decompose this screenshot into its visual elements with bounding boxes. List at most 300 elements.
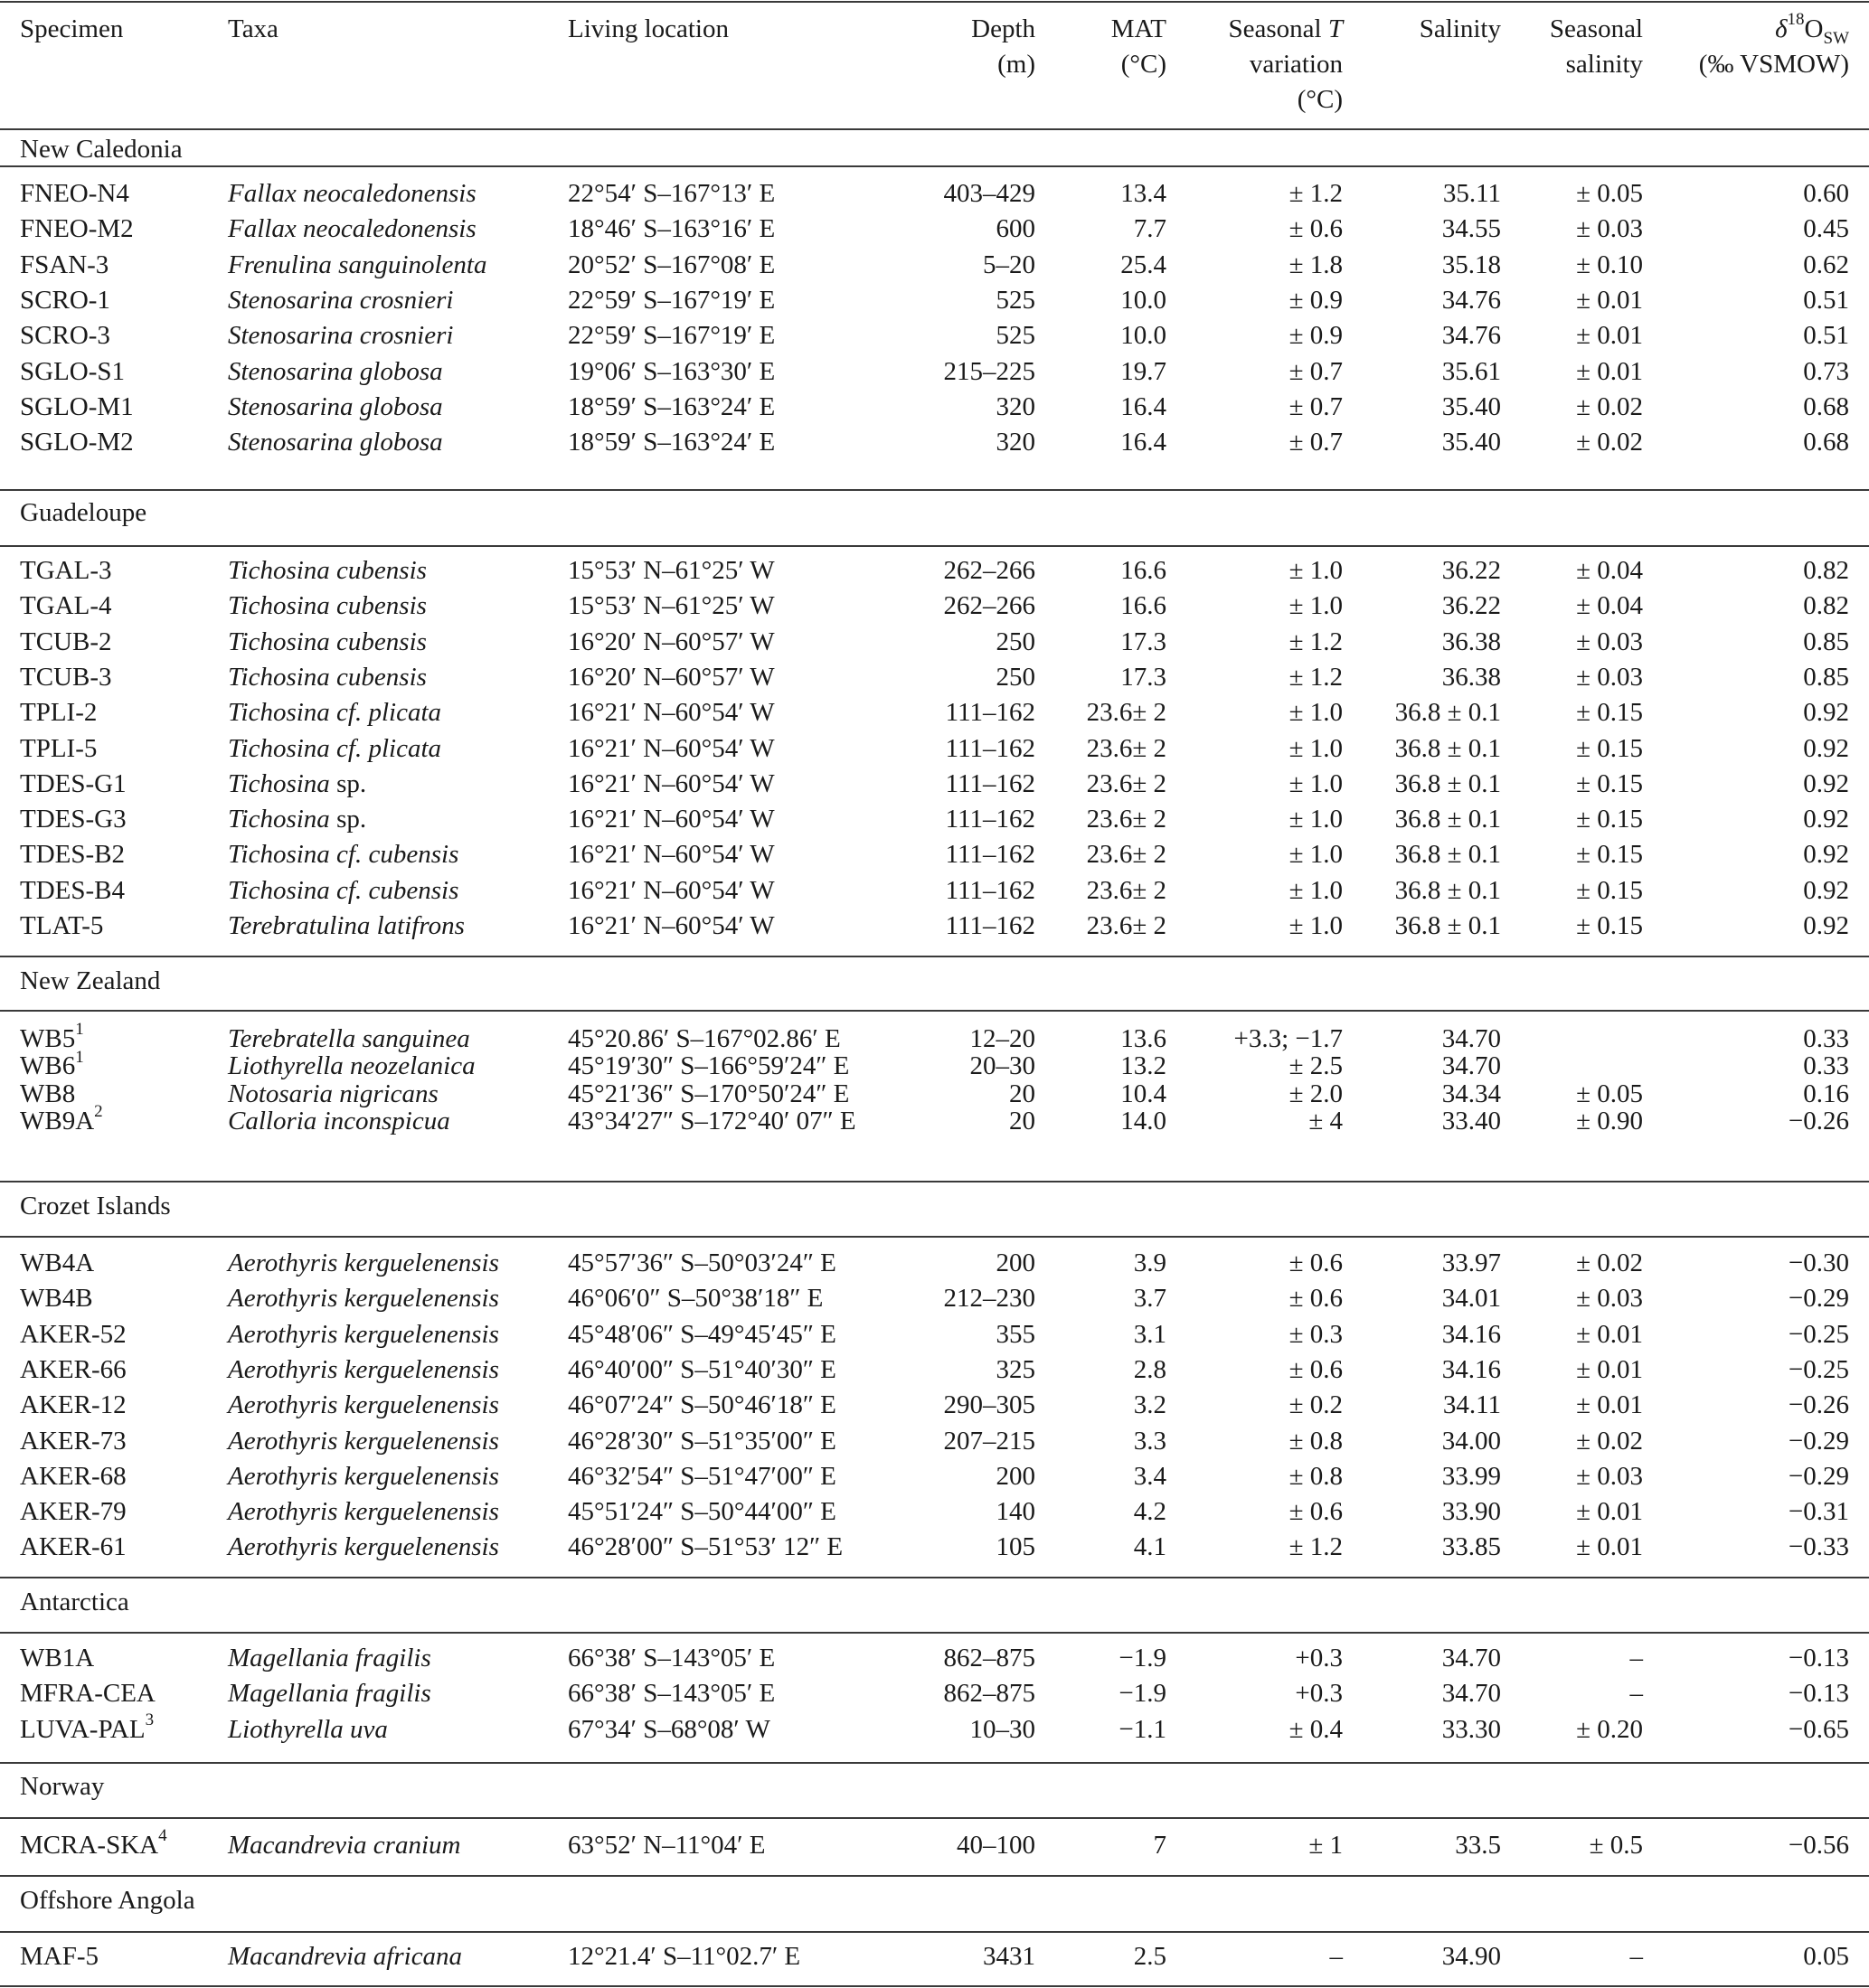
header-taxa: Taxa (228, 14, 278, 43)
d18o-cell: 0.33 (1803, 1051, 1849, 1081)
specimen-id: TCUB-2 (20, 627, 112, 656)
specimen-id: WB5 (20, 1024, 76, 1053)
location-cell: 22°59′ S–167°19′ E (568, 321, 776, 351)
header-seasonal-salinity (1550, 12, 1643, 82)
specimen-cell (20, 318, 110, 353)
depth-cell: 215–225 (943, 356, 1035, 386)
specimen-cell (20, 1459, 127, 1494)
salinity-cell: 36.8 ± 0.1 (1394, 875, 1501, 905)
section-rule (0, 1817, 1869, 1819)
section-rule (0, 1236, 1869, 1238)
salinity-cell: 36.8 ± 0.1 (1394, 768, 1501, 798)
seasonal-salinity-cell: ± 0.01 (1576, 1532, 1643, 1562)
location-cell: 43°34′27″ S–172°40′ 07″ E (568, 1106, 856, 1135)
taxa-name: Tichosina cf. plicata (228, 733, 442, 763)
section-label: Norway (20, 1772, 105, 1801)
seasonal-t-cell: +3.3; −1.7 (1233, 1024, 1343, 1053)
mat-cell: 13.2 (1120, 1051, 1166, 1081)
d18o-cell: 0.33 (1803, 1024, 1849, 1053)
section-rule (0, 1010, 1869, 1012)
header-seasonal-t-line2: variation (1249, 50, 1343, 79)
d18o-cell: −0.29 (1788, 1426, 1849, 1456)
seasonal-t-cell: ± 0.6 (1288, 1248, 1343, 1277)
salinity-cell: 33.40 (1441, 1106, 1501, 1135)
taxa-cell (228, 1246, 499, 1281)
depth-cell: 200 (996, 1248, 1035, 1277)
table-row (0, 731, 1869, 767)
d18o-cell: 0.92 (1803, 698, 1849, 728)
table-row (0, 802, 1869, 837)
specimen-id: SGLO-S1 (20, 356, 126, 386)
specimen-id: SGLO-M1 (20, 391, 134, 421)
mat-cell: 4.2 (1133, 1497, 1166, 1527)
location-cell: 46°28′30″ S–51°35′00″ E (568, 1426, 836, 1456)
salinity-cell: 34.16 (1441, 1354, 1501, 1384)
seasonal-t-cell: ± 1.2 (1288, 627, 1343, 656)
salinity-cell: 33.5 (1455, 1831, 1501, 1860)
mat-cell: 13.6 (1120, 1024, 1166, 1053)
specimen-id: SCRO-3 (20, 321, 110, 351)
mat-cell: 10.4 (1120, 1079, 1166, 1108)
taxa-cell (228, 1828, 460, 1863)
salinity-cell: 33.97 (1441, 1248, 1501, 1277)
depth-cell: 111–162 (945, 698, 1035, 728)
taxa-cell (228, 248, 487, 283)
taxa-cell (228, 176, 477, 212)
table-row (0, 176, 1869, 212)
salinity-cell: 33.30 (1441, 1714, 1501, 1744)
table-row (0, 1281, 1869, 1316)
table-row (0, 354, 1869, 390)
specimen-cell (20, 802, 127, 837)
specimen-id: AKER-68 (20, 1461, 127, 1491)
salinity-cell: 35.18 (1441, 250, 1501, 279)
mat-cell: 3.4 (1133, 1461, 1166, 1491)
location-cell: 18°59′ S–163°24′ E (568, 428, 776, 457)
section-end-rule (0, 1985, 1869, 1987)
salinity-cell: 34.70 (1441, 1679, 1501, 1709)
specimen-cell (20, 873, 125, 909)
location-cell: 20°52′ S–167°08′ E (568, 250, 776, 279)
mat-cell: 19.7 (1120, 356, 1166, 386)
taxa-name: Stenosarina globosa (228, 356, 443, 386)
salinity-cell: 33.90 (1441, 1497, 1501, 1527)
specimen-id: TPLI-2 (20, 698, 98, 728)
salinity-cell: 36.8 ± 0.1 (1394, 733, 1501, 763)
specimen-id: FNEO-N4 (20, 179, 129, 208)
taxa-name: Aerothyris kerguelenensis (228, 1461, 499, 1491)
table-row (0, 660, 1869, 695)
depth-cell: 5–20 (983, 250, 1035, 279)
depth-cell: 111–162 (945, 875, 1035, 905)
mat-cell: 3.7 (1133, 1284, 1166, 1314)
seasonal-salinity-cell: – (1629, 1679, 1643, 1709)
table-row (0, 1459, 1869, 1494)
d18o-cell: −0.33 (1788, 1532, 1849, 1562)
specimen-cell (20, 1388, 127, 1423)
depth-cell: 862–875 (943, 1644, 1035, 1672)
seasonal-salinity-cell: ± 0.01 (1576, 321, 1643, 351)
taxa-name: Stenosarina globosa (228, 391, 443, 421)
specimen-id: WB8 (20, 1079, 76, 1108)
specimen-cell (20, 248, 109, 283)
section-rule (0, 1632, 1869, 1634)
taxa-cell (228, 318, 453, 353)
seasonal-t-cell: ± 0.7 (1288, 391, 1343, 421)
seasonal-t-cell: ± 1.0 (1288, 698, 1343, 728)
header-specimen: Specimen (20, 14, 124, 43)
location-cell: 66°38′ S–143°05′ E (568, 1679, 776, 1709)
mat-cell: 16.6 (1120, 591, 1166, 621)
taxa-cell (228, 625, 427, 660)
specimen-cell (20, 1104, 103, 1139)
taxa-cell (228, 390, 443, 425)
specimen-cell (20, 660, 112, 695)
location-cell: 46°32′54″ S–51°47′00″ E (568, 1461, 836, 1491)
seasonal-salinity-cell: ± 0.01 (1576, 1319, 1643, 1349)
d18o-cell: −0.13 (1788, 1679, 1849, 1709)
header-rule (0, 128, 1869, 130)
depth-cell: 525 (996, 285, 1035, 315)
section-label: Offshore Angola (20, 1886, 195, 1915)
d18o-cell: −0.29 (1788, 1461, 1849, 1491)
mat-cell: 23.6± 2 (1086, 805, 1166, 834)
taxa-name: Terebratella sanguinea (228, 1024, 470, 1053)
header-seasonal-t (1229, 12, 1343, 118)
header-mat (1111, 12, 1166, 82)
depth-cell: 20 (1009, 1079, 1035, 1108)
mat-cell: −1.1 (1119, 1714, 1166, 1744)
mat-cell: 17.3 (1120, 662, 1166, 692)
taxa-name: Stenosarina crosnieri (228, 321, 454, 351)
mat-cell: 23.6± 2 (1086, 733, 1166, 763)
depth-cell: 250 (996, 627, 1035, 656)
specimen-id: AKER-52 (20, 1319, 127, 1349)
taxa-cell (228, 873, 458, 909)
seasonal-t-cell: ± 2.5 (1288, 1051, 1343, 1081)
seasonal-salinity-cell: ± 0.03 (1576, 627, 1643, 656)
table-row (0, 425, 1869, 460)
location-cell: 16°21′ N–60°54′ W (568, 875, 775, 905)
taxa-cell (228, 1494, 499, 1530)
seasonal-salinity-cell: ± 0.01 (1576, 1354, 1643, 1384)
salinity-cell: 34.70 (1441, 1644, 1501, 1672)
table-row (0, 1676, 1869, 1711)
header-d18o-base: O (1804, 14, 1824, 43)
location-cell: 18°46′ S–163°16′ E (568, 214, 776, 244)
salinity-cell: 34.00 (1441, 1426, 1501, 1456)
taxa-cell (228, 767, 366, 802)
specimen-id: AKER-61 (20, 1532, 127, 1562)
salinity-cell: 36.8 ± 0.1 (1394, 805, 1501, 834)
specimen-id: LUVA-PAL (20, 1714, 146, 1744)
mat-cell: 2.5 (1133, 1942, 1166, 1971)
d18o-cell: 0.92 (1803, 875, 1849, 905)
d18o-cell: 0.85 (1803, 627, 1849, 656)
taxa-name: Calloria inconspicua (228, 1106, 450, 1135)
taxa-cell (228, 1388, 499, 1423)
seasonal-t-cell: ± 1.0 (1288, 733, 1343, 763)
header-depth-line1: Depth (971, 14, 1035, 43)
salinity-cell: 34.11 (1442, 1390, 1501, 1420)
salinity-cell: 34.34 (1441, 1079, 1501, 1108)
salinity-cell: 34.76 (1441, 321, 1501, 351)
taxa-name: Notosaria nigricans (228, 1079, 439, 1108)
seasonal-t-cell: ± 0.6 (1288, 1497, 1343, 1527)
d18o-cell: 0.92 (1803, 805, 1849, 834)
specimen-id: WB6 (20, 1051, 76, 1081)
mat-cell: 10.0 (1120, 321, 1166, 351)
section-label: Antarctica (20, 1588, 129, 1616)
specimen-cell (20, 553, 111, 589)
seasonal-salinity-cell: ± 0.03 (1576, 662, 1643, 692)
depth-cell: 40–100 (957, 1831, 1035, 1860)
depth-cell: 212–230 (943, 1284, 1035, 1314)
seasonal-salinity-cell: ± 0.01 (1576, 285, 1643, 315)
table-row (0, 1352, 1869, 1388)
seasonal-t-cell: ± 0.6 (1288, 1354, 1343, 1384)
section-rule (0, 545, 1869, 547)
d18o-cell: 0.51 (1803, 321, 1849, 351)
d18o-cell: 0.82 (1803, 556, 1849, 585)
d18o-cell: 0.05 (1803, 1942, 1849, 1971)
section-end-rule (0, 1577, 1869, 1578)
location-cell: 63°52′ N–11°04′ E (568, 1831, 766, 1860)
taxa-cell (228, 425, 443, 460)
taxa-cell (228, 802, 366, 837)
depth-cell: 3431 (983, 1942, 1035, 1971)
table-row (0, 1712, 1869, 1748)
location-cell: 15°53′ N–61°25′ W (568, 556, 775, 585)
location-cell: 16°20′ N–60°57′ W (568, 662, 775, 692)
taxa-suffix: sp. (329, 768, 367, 798)
section-end-rule (0, 956, 1869, 957)
header-mat-line2: (°C) (1120, 50, 1166, 79)
specimen-cell (20, 695, 97, 730)
location-cell: 19°06′ S–163°30′ E (568, 356, 776, 386)
depth-cell: 111–162 (945, 733, 1035, 763)
taxa-cell (228, 1676, 431, 1711)
location-cell: 46°07′24″ S–50°46′18″ E (568, 1390, 836, 1420)
taxa-name: Stenosarina globosa (228, 428, 443, 457)
table-row (0, 837, 1869, 872)
taxa-name: Aerothyris kerguelenensis (228, 1319, 499, 1349)
seasonal-salinity-cell: ± 0.03 (1576, 214, 1643, 244)
seasonal-salinity-cell: ± 0.01 (1576, 356, 1643, 386)
salinity-cell: 35.40 (1441, 391, 1501, 421)
specimen-id: AKER-73 (20, 1426, 127, 1456)
d18o-cell: 0.60 (1803, 179, 1849, 208)
depth-cell: 111–162 (945, 805, 1035, 834)
specimen-id: MCRA-SKA (20, 1831, 159, 1860)
specimen-id: SCRO-1 (20, 285, 110, 315)
table-row (0, 909, 1869, 944)
depth-cell: 200 (996, 1461, 1035, 1491)
specimen-id: AKER-66 (20, 1354, 127, 1384)
taxa-cell (228, 1104, 450, 1139)
d18o-cell: −0.56 (1788, 1831, 1849, 1860)
section-end-rule (0, 1875, 1869, 1877)
table-row (0, 318, 1869, 353)
seasonal-t-cell: ± 1 (1308, 1831, 1343, 1860)
taxa-name: Tichosina cubensis (228, 627, 427, 656)
mat-cell: 3.2 (1133, 1390, 1166, 1420)
depth-cell: 320 (996, 391, 1035, 421)
specimen-cell (20, 425, 134, 460)
taxa-name: Aerothyris kerguelenensis (228, 1354, 499, 1384)
seasonal-salinity-cell: ± 0.01 (1576, 1497, 1643, 1527)
specimen-cell (20, 731, 97, 767)
taxa-cell (228, 909, 465, 944)
header-d18o-sup: 18 (1787, 10, 1805, 30)
taxa-name: Liothyrella neozelanica (228, 1051, 476, 1081)
table-row (0, 1246, 1869, 1281)
seasonal-salinity-cell: ± 0.02 (1576, 428, 1643, 457)
d18o-cell: 0.45 (1803, 214, 1849, 244)
seasonal-salinity-cell: ± 0.05 (1576, 179, 1643, 208)
location-cell: 67°34′ S–68°08′ W (568, 1714, 770, 1744)
location-cell: 16°21′ N–60°54′ W (568, 911, 775, 940)
table-row (0, 1424, 1869, 1459)
depth-cell: 111–162 (945, 911, 1035, 940)
seasonal-t-cell: ± 1.0 (1288, 805, 1343, 834)
specimen-id: MFRA-CEA (20, 1679, 156, 1709)
table-row (0, 767, 1869, 802)
specimen-cell (20, 354, 125, 390)
seasonal-t-cell: ± 0.2 (1288, 1390, 1343, 1420)
taxa-name: Tichosina (228, 805, 330, 834)
d18o-cell: −0.31 (1788, 1497, 1849, 1527)
d18o-cell: −0.26 (1788, 1390, 1849, 1420)
salinity-cell: 34.90 (1441, 1942, 1501, 1971)
mat-cell: 14.0 (1120, 1106, 1166, 1135)
location-cell: 46°28′00″ S–51°53′ 12″ E (568, 1532, 844, 1562)
table-row (0, 873, 1869, 909)
table-row (0, 1939, 1869, 1974)
header-depth (971, 12, 1035, 82)
depth-cell: 862–875 (943, 1679, 1035, 1709)
salinity-cell: 33.85 (1441, 1532, 1501, 1562)
seasonal-t-cell: ± 1.2 (1288, 1532, 1343, 1562)
d18o-cell: 0.85 (1803, 662, 1849, 692)
seasonal-salinity-cell: ± 0.15 (1576, 698, 1643, 728)
d18o-cell: 0.16 (1803, 1079, 1849, 1108)
specimen-id: WB4A (20, 1248, 95, 1277)
specimen-cell (20, 283, 110, 318)
specimen-id: TGAL-4 (20, 591, 112, 621)
table-row (0, 553, 1869, 589)
seasonal-t-cell: ± 0.3 (1288, 1319, 1343, 1349)
salinity-cell: 36.8 ± 0.1 (1394, 911, 1501, 940)
specimen-id: SGLO-M2 (20, 428, 134, 457)
location-cell: 46°40′00″ S–51°40′30″ E (568, 1354, 836, 1384)
depth-cell: 140 (996, 1497, 1035, 1527)
seasonal-salinity-cell: ± 0.15 (1576, 875, 1643, 905)
section-rule (0, 1931, 1869, 1933)
seasonal-salinity-cell: ± 0.15 (1576, 768, 1643, 798)
specimen-cell (20, 212, 134, 247)
taxa-name: Tichosina cubensis (228, 662, 427, 692)
taxa-cell (228, 1530, 499, 1565)
specimen-cell (20, 1246, 94, 1281)
location-cell: 22°59′ S–167°19′ E (568, 285, 776, 315)
seasonal-t-cell: ± 1.2 (1288, 179, 1343, 208)
specimen-cell (20, 1352, 127, 1388)
header-mat-line1: MAT (1110, 14, 1166, 43)
seasonal-salinity-cell: ± 0.10 (1576, 250, 1643, 279)
table-row (0, 1641, 1869, 1676)
d18o-cell: 0.73 (1803, 356, 1849, 386)
top-rule (0, 1, 1869, 3)
salinity-cell: 34.76 (1441, 285, 1501, 315)
specimen-cell (20, 1939, 99, 1974)
specimen-cell (20, 1712, 154, 1748)
section-end-rule (0, 1181, 1869, 1182)
location-cell: 46°06′0″ S–50°38′18″ E (568, 1284, 824, 1314)
d18o-cell: 0.82 (1803, 591, 1849, 621)
specimen-id: AKER-12 (20, 1390, 127, 1420)
d18o-cell: 0.68 (1803, 428, 1849, 457)
taxa-cell (228, 553, 427, 589)
taxa-name: Tichosina (228, 768, 330, 798)
taxa-cell (228, 660, 427, 695)
seasonal-t-cell: ± 1.0 (1288, 911, 1343, 940)
taxa-name: Aerothyris kerguelenensis (228, 1390, 499, 1420)
taxa-cell (228, 283, 453, 318)
seasonal-t-cell: ± 2.0 (1288, 1079, 1343, 1108)
taxa-name: Macandrevia africana (228, 1942, 463, 1971)
table-row (0, 1494, 1869, 1530)
specimen-id: TGAL-3 (20, 556, 112, 585)
salinity-cell: 35.40 (1441, 428, 1501, 457)
seasonal-t-cell: ± 0.6 (1288, 214, 1343, 244)
depth-cell: 20 (1009, 1106, 1035, 1135)
salinity-cell: 36.8 ± 0.1 (1394, 840, 1501, 870)
specimen-id: WB4B (20, 1284, 93, 1314)
d18o-cell: 0.92 (1803, 911, 1849, 940)
taxa-name: Magellania fragilis (228, 1679, 431, 1709)
salinity-cell: 33.99 (1441, 1461, 1501, 1491)
specimen-cell (20, 1641, 94, 1676)
seasonal-salinity-cell: – (1629, 1644, 1643, 1672)
seasonal-salinity-cell: ± 0.02 (1576, 1248, 1643, 1277)
salinity-cell: 36.22 (1441, 556, 1501, 585)
location-cell: 45°48′06″ S–49°45′45″ E (568, 1319, 836, 1349)
seasonal-salinity-cell: ± 0.15 (1576, 733, 1643, 763)
seasonal-t-cell: ± 0.8 (1288, 1461, 1343, 1491)
location-cell: 15°53′ N–61°25′ W (568, 591, 775, 621)
seasonal-t-cell: ± 1.8 (1288, 250, 1343, 279)
taxa-cell (228, 354, 443, 390)
section-end-rule (0, 489, 1869, 491)
taxa-cell (228, 1712, 388, 1748)
d18o-cell: −0.65 (1788, 1714, 1849, 1744)
mat-cell: 23.6± 2 (1086, 768, 1166, 798)
depth-cell: 262–266 (943, 591, 1035, 621)
location-cell: 45°20.86′ S–167°02.86′ E (568, 1024, 841, 1053)
taxa-cell (228, 1352, 499, 1388)
seasonal-salinity-cell: ± 0.5 (1589, 1831, 1643, 1860)
location-cell: 16°21′ N–60°54′ W (568, 733, 775, 763)
taxa-name: Aerothyris kerguelenensis (228, 1532, 499, 1562)
table-row (0, 1530, 1869, 1565)
specimen-cell (20, 837, 125, 872)
mat-cell: 23.6± 2 (1086, 875, 1166, 905)
taxa-cell (228, 212, 477, 247)
taxa-name: Tichosina cf. plicata (228, 698, 442, 728)
d18o-cell: 0.68 (1803, 391, 1849, 421)
taxa-cell (228, 1641, 431, 1676)
